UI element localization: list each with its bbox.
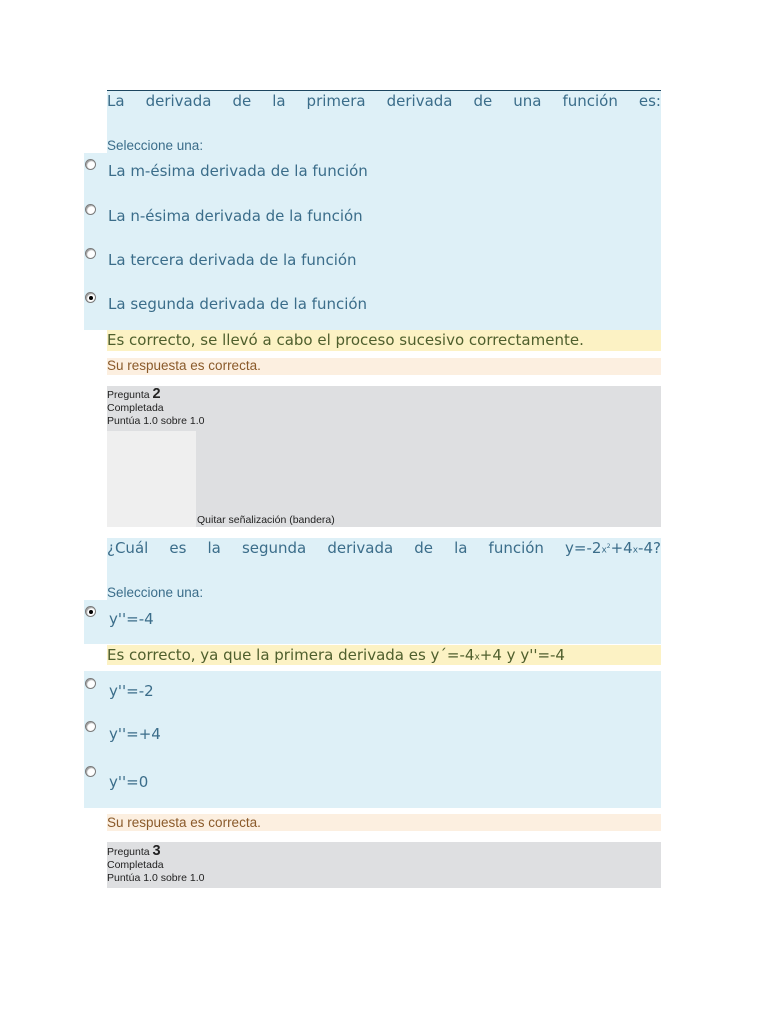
q3-pregunta-heading: Pregunta 3	[107, 843, 161, 859]
q2-number: 2	[152, 386, 161, 402]
q2-option-4-radio[interactable]	[85, 766, 96, 777]
q1-feedback-text: Es correcto, se llevó a cabo el proceso sucesivo correctamente.	[107, 331, 584, 349]
q1-option-2-radio[interactable]	[85, 204, 96, 215]
q2-status: Completada	[107, 402, 164, 414]
q2-option-4-label[interactable]: y''=0	[109, 773, 149, 791]
q1-option-1-label[interactable]: La m-ésima derivada de la función	[108, 162, 368, 180]
q2-option-1-radio[interactable]	[85, 606, 96, 617]
q2-function: $y=-2x^2+4x-4$?	[565, 539, 661, 557]
q1-question-text: La derivada de la primera derivada de una función es:	[107, 92, 661, 110]
q2-select-label: Seleccione una:	[107, 585, 204, 600]
q2-question-text: ¿Cuál es la segunda derivada de la función $y=-2x^2+4x-4$?	[107, 539, 661, 557]
q2-option-1-label[interactable]: y''=-4	[109, 610, 154, 628]
q1-option-3-label[interactable]: La tercera derivada de la función	[108, 251, 357, 269]
q2-info-text	[107, 388, 205, 428]
q2-feedback-text: Es correcto, ya que la primera derivada es y´=-4x+4 y y''=-4	[107, 646, 565, 664]
q2-option-2-label[interactable]: y''=-2	[109, 682, 154, 700]
q2-flag-link[interactable]: Quitar señalización (bandera)	[197, 514, 335, 526]
q1-option-4-radio[interactable]	[85, 292, 96, 303]
q2-pregunta-heading: Pregunta 2	[107, 386, 161, 402]
q2-flag-panel	[107, 431, 196, 527]
q1-result-text: Su respuesta es correcta.	[107, 358, 261, 373]
q2-option-3-radio[interactable]	[85, 721, 96, 732]
q2-options-box	[84, 671, 661, 808]
q2-option-3-label[interactable]: y''=+4	[109, 725, 161, 743]
q1-select-label: Seleccione una:	[107, 138, 204, 153]
q1-option-4-label[interactable]: La segunda derivada de la función	[108, 295, 368, 313]
q1-option-3-radio[interactable]	[85, 248, 96, 259]
q2-score: Puntúa 1.0 sobre 1.0	[107, 415, 205, 427]
q3-status: Completada	[107, 859, 164, 871]
q2-option-2-radio[interactable]	[85, 678, 96, 689]
q1-option-1-radio[interactable]	[85, 159, 96, 170]
q3-info-text	[107, 845, 205, 885]
q3-score: Puntúa 1.0 sobre 1.0	[107, 872, 205, 884]
q1-option-2-label[interactable]: La n-ésima derivada de la función	[108, 207, 363, 225]
q3-number: 3	[152, 843, 161, 859]
q2-result-text: Su respuesta es correcta.	[107, 815, 261, 830]
q1-option-strip	[84, 153, 107, 330]
